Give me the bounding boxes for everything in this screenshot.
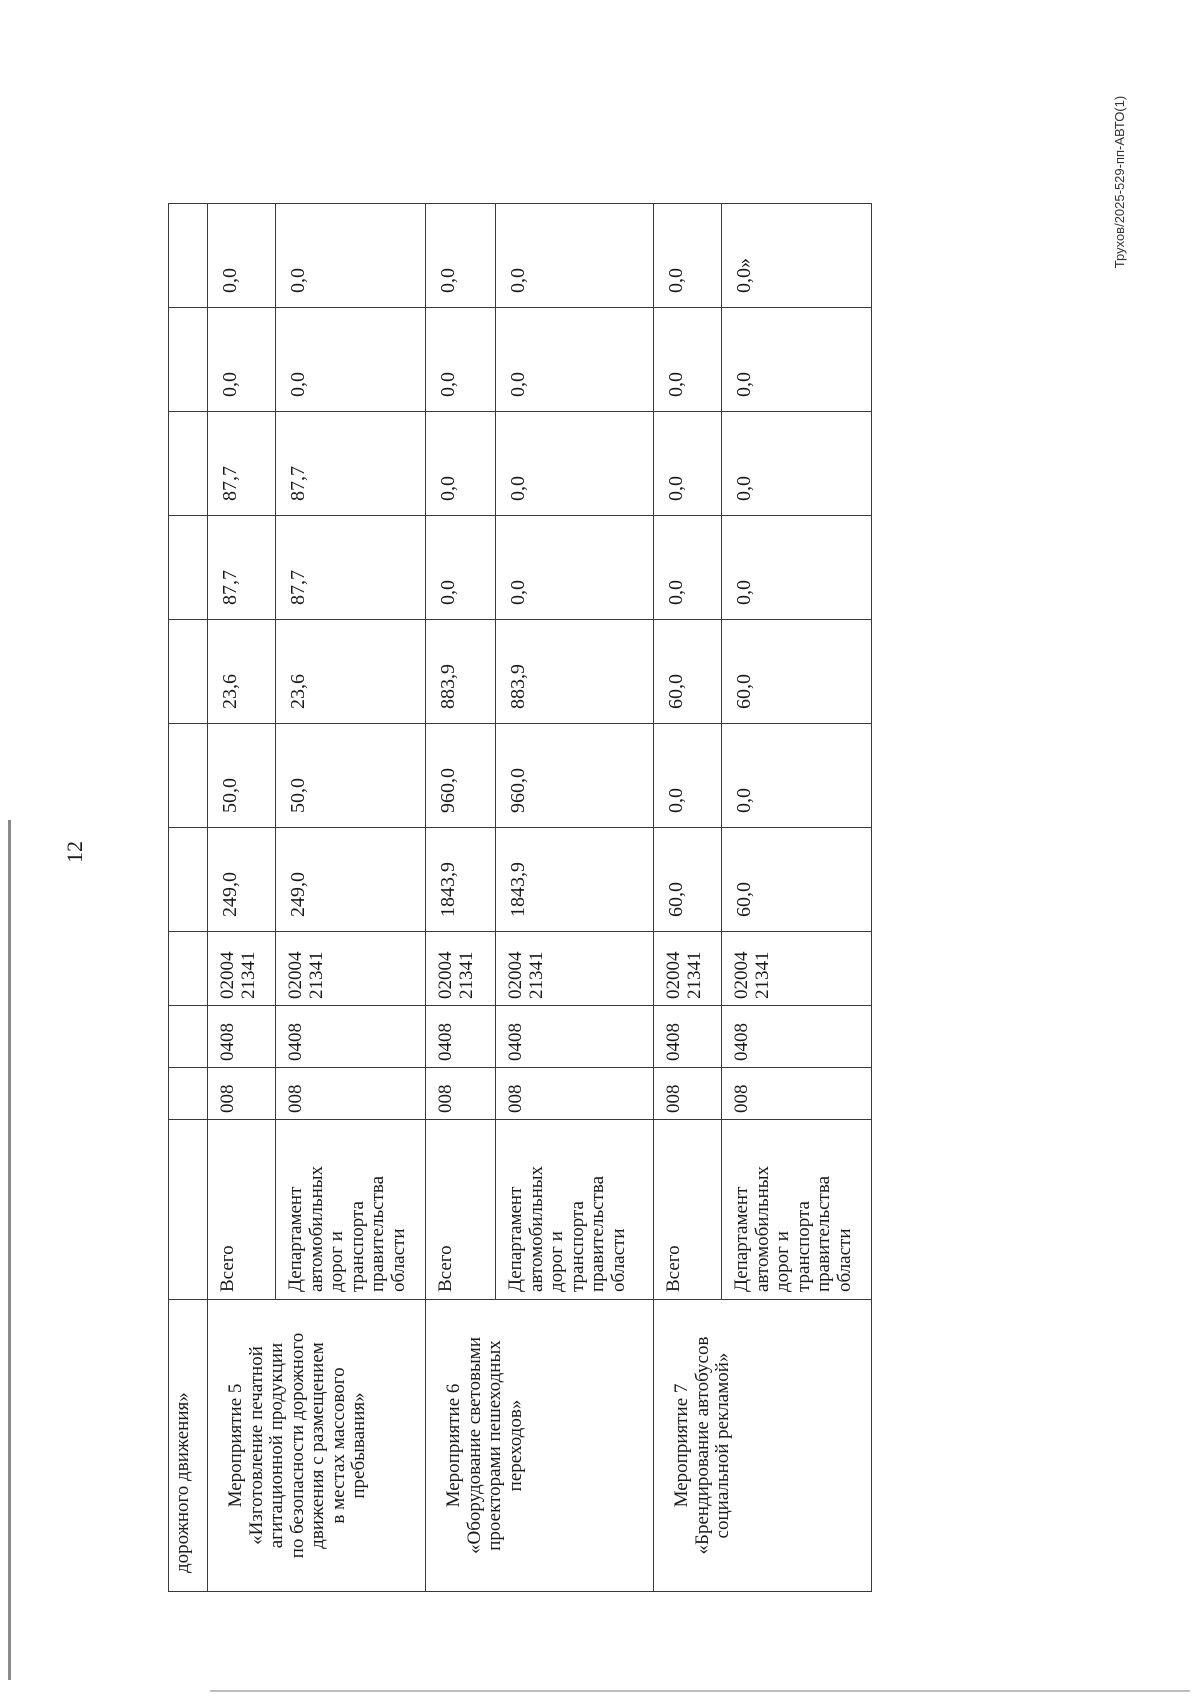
target-article-cell bbox=[722, 932, 872, 1006]
responsible-line: транспорта bbox=[346, 1201, 368, 1292]
funding-value-cell: 60,0 bbox=[722, 828, 872, 932]
carryover-cell bbox=[169, 1300, 208, 1592]
target-article-line: 21341 bbox=[455, 951, 477, 999]
responsible-line: транспорта bbox=[566, 1201, 588, 1292]
responsible-line: автомобильных bbox=[305, 1165, 327, 1292]
event-title-line: движения с размещением bbox=[307, 1342, 329, 1549]
table-row bbox=[654, 204, 722, 1592]
responsible-cell bbox=[208, 1120, 276, 1300]
table-row bbox=[426, 204, 496, 1592]
event-title-line: агитационной продукции bbox=[266, 1342, 288, 1549]
responsible-line: области bbox=[833, 1228, 855, 1292]
event-title-line: «Оборудование световыми bbox=[463, 1337, 485, 1554]
target-article-line: 21341 bbox=[751, 951, 773, 999]
funding-value-cell: 0,0 bbox=[496, 412, 654, 516]
target-article-line: 21341 bbox=[237, 951, 259, 999]
grbs-code-cell: 008 bbox=[722, 1068, 872, 1120]
target-article-line: 21341 bbox=[683, 951, 705, 999]
target-article-cell bbox=[496, 932, 654, 1006]
event-title-line: «Изготовление печатной bbox=[245, 1346, 267, 1545]
funding-value-cell: 87,7 bbox=[208, 412, 276, 516]
event-title-line: Мероприятие 5 bbox=[225, 1383, 246, 1508]
funding-value-cell: 0,0 bbox=[208, 308, 276, 412]
section-code-cell: 0408 bbox=[496, 1006, 654, 1068]
responsible-line: Всего bbox=[663, 1245, 684, 1292]
section-code-cell: 0408 bbox=[654, 1006, 722, 1068]
funding-value-cell: 0,0 bbox=[496, 204, 654, 308]
event-title-line: Мероприятие 6 bbox=[443, 1383, 464, 1508]
target-article-cell bbox=[276, 932, 426, 1006]
target-article-line: 02004 bbox=[285, 951, 306, 999]
target-article-line: 02004 bbox=[435, 951, 456, 999]
section-code-cell: 0408 bbox=[276, 1006, 426, 1068]
funding-value-cell: 0,0 bbox=[496, 308, 654, 412]
funding-value-cell: 960,0 bbox=[496, 724, 654, 828]
target-article-line: 02004 bbox=[217, 951, 238, 999]
event-title-line: «Брендирование автобусов bbox=[691, 1336, 713, 1555]
funding-value-cell: 0,0» bbox=[722, 204, 872, 308]
event-title-cell bbox=[654, 1300, 872, 1592]
target-article-line: 21341 bbox=[305, 951, 327, 999]
event-title-cell bbox=[208, 1300, 426, 1592]
event-title-line: по безопасности дорожного bbox=[286, 1332, 308, 1559]
responsible-line: дорог и bbox=[326, 1231, 348, 1292]
section-code-cell: 0408 bbox=[208, 1006, 276, 1068]
funding-value-cell: 60,0 bbox=[654, 828, 722, 932]
funding-value-cell: 1843,9 bbox=[496, 828, 654, 932]
funding-value-cell: 87,7 bbox=[276, 516, 426, 620]
funding-value-cell: 0,0 bbox=[426, 308, 496, 412]
funding-value-cell: 0,0 bbox=[426, 412, 496, 516]
funding-value-cell: 50,0 bbox=[276, 724, 426, 828]
event-title-line: проекторами пешеходных bbox=[484, 1340, 506, 1551]
funding-value-cell: 87,7 bbox=[276, 412, 426, 516]
funding-value-cell: 960,0 bbox=[426, 724, 496, 828]
responsible-line: области bbox=[607, 1228, 629, 1292]
funding-value-cell: 883,9 bbox=[496, 620, 654, 724]
responsible-line: Департамент bbox=[285, 1186, 306, 1292]
section-code-cell: 0408 bbox=[722, 1006, 872, 1068]
funding-value-cell: 0,0 bbox=[722, 724, 872, 828]
funding-value-cell: 0,0 bbox=[722, 308, 872, 412]
responsible-line: автомобильных bbox=[525, 1165, 547, 1292]
responsible-cell bbox=[276, 1120, 426, 1300]
responsible-line: дорог и bbox=[772, 1231, 794, 1292]
table-row bbox=[208, 204, 276, 1592]
responsible-line: правительства bbox=[587, 1175, 609, 1292]
responsible-cell bbox=[654, 1120, 722, 1300]
funding-value-cell: 883,9 bbox=[426, 620, 496, 724]
funding-value-cell: 0,0 bbox=[208, 204, 276, 308]
footer-document-code: Трухов/2025-529-пп-АВТО(1) bbox=[1112, 95, 1127, 269]
funding-value-cell: 60,0 bbox=[722, 620, 872, 724]
grbs-code-cell: 008 bbox=[208, 1068, 276, 1120]
funding-value-cell: 0,0 bbox=[276, 204, 426, 308]
responsible-line: Департамент bbox=[731, 1186, 752, 1292]
grbs-code-cell: 008 bbox=[276, 1068, 426, 1120]
funding-value-cell: 0,0 bbox=[426, 516, 496, 620]
event-title-cell bbox=[426, 1300, 654, 1592]
responsible-line: Департамент bbox=[505, 1186, 526, 1292]
funding-value-cell: 23,6 bbox=[276, 620, 426, 724]
responsible-cell bbox=[722, 1120, 872, 1300]
funding-value-cell: 23,6 bbox=[208, 620, 276, 724]
carryover-row bbox=[169, 204, 208, 1592]
funding-value-cell: 0,0 bbox=[654, 204, 722, 308]
responsible-line: Всего bbox=[217, 1245, 238, 1292]
funding-value-cell: 0,0 bbox=[654, 412, 722, 516]
funding-value-cell: 60,0 bbox=[654, 620, 722, 724]
section-code-cell: 0408 bbox=[426, 1006, 496, 1068]
funding-value-cell: 0,0 bbox=[426, 204, 496, 308]
target-article-cell bbox=[208, 932, 276, 1006]
target-article-line: 21341 bbox=[525, 951, 547, 999]
funding-value-cell: 249,0 bbox=[208, 828, 276, 932]
event-title-line: Мероприятие 7 bbox=[671, 1383, 692, 1508]
budget-table bbox=[168, 203, 872, 1592]
funding-value-cell: 0,0 bbox=[654, 308, 722, 412]
funding-value-cell: 87,7 bbox=[208, 516, 276, 620]
responsible-cell bbox=[426, 1120, 496, 1300]
event-title-line: социальной рекламой» bbox=[712, 1352, 734, 1539]
carryover-text: дорожного движения» bbox=[172, 1392, 193, 1573]
funding-value-cell: 0,0 bbox=[496, 516, 654, 620]
event-title-line: переходов» bbox=[504, 1399, 526, 1492]
responsible-line: автомобильных bbox=[751, 1165, 773, 1292]
target-article-line: 02004 bbox=[663, 951, 684, 999]
grbs-code-cell: 008 bbox=[426, 1068, 496, 1120]
funding-value-cell: 0,0 bbox=[722, 516, 872, 620]
funding-value-cell: 249,0 bbox=[276, 828, 426, 932]
responsible-line: правительства bbox=[813, 1175, 835, 1292]
funding-value-cell: 0,0 bbox=[722, 412, 872, 516]
responsible-line: правительства bbox=[367, 1175, 389, 1292]
funding-value-cell: 0,0 bbox=[654, 516, 722, 620]
target-article-line: 02004 bbox=[731, 951, 752, 999]
event-title-line: пребывания» bbox=[348, 1392, 370, 1499]
funding-value-cell: 1843,9 bbox=[426, 828, 496, 932]
table-body bbox=[169, 204, 872, 1592]
funding-value-cell: 50,0 bbox=[208, 724, 276, 828]
responsible-cell bbox=[496, 1120, 654, 1300]
target-article-cell bbox=[654, 932, 722, 1006]
responsible-line: транспорта bbox=[792, 1201, 814, 1292]
target-article-line: 02004 bbox=[505, 951, 526, 999]
responsible-line: дорог и bbox=[546, 1231, 568, 1292]
grbs-code-cell: 008 bbox=[496, 1068, 654, 1120]
responsible-line: области bbox=[387, 1228, 409, 1292]
grbs-code-cell: 008 bbox=[654, 1068, 722, 1120]
funding-value-cell: 0,0 bbox=[276, 308, 426, 412]
funding-value-cell: 0,0 bbox=[654, 724, 722, 828]
event-title-line: в местах массового bbox=[327, 1367, 349, 1524]
responsible-line: Всего bbox=[435, 1245, 456, 1292]
page-number: 12 bbox=[62, 841, 87, 863]
target-article-cell bbox=[426, 932, 496, 1006]
